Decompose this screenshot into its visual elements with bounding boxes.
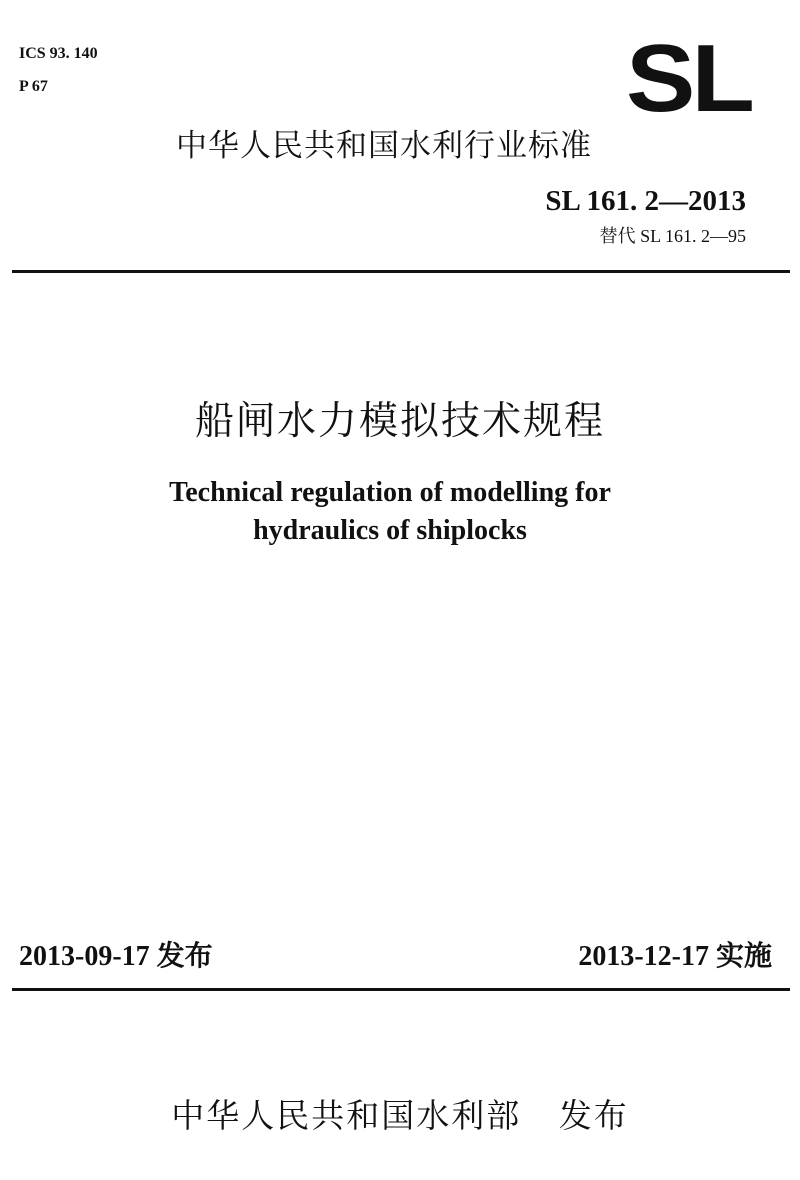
publisher-name: 中华人民共和国水利部 [171, 1096, 522, 1135]
title-en-line-1: Technical regulation of modelling for [169, 477, 611, 508]
issue-label: 发布 [156, 939, 213, 972]
bottom-divider [12, 988, 790, 991]
issue-date-value: 2013-09-17 [19, 941, 150, 972]
classification-code: P 67 [19, 78, 48, 95]
publisher-action: 发布 [558, 1096, 629, 1135]
document-title-en [0, 474, 780, 550]
implementation-label: 实施 [715, 939, 772, 972]
standard-number: SL 161. 2—2013 [545, 185, 746, 217]
document-title-cn: 船闸水力模拟技术规程 [194, 399, 605, 444]
replaces-standard: 替代 SL 161. 2—95 [599, 226, 746, 246]
top-divider [12, 270, 790, 273]
title-en-line-2: hydraulics of shiplocks [253, 515, 527, 546]
implementation-date [578, 938, 772, 975]
sl-logo: SL [626, 25, 751, 133]
ics-code: ICS 93. 140 [19, 45, 98, 62]
implementation-date-value: 2013-12-17 [578, 941, 709, 972]
standard-category: 中华人民共和国水利行业标准 [176, 128, 592, 164]
publisher [0, 1092, 800, 1140]
issue-date [19, 938, 213, 975]
